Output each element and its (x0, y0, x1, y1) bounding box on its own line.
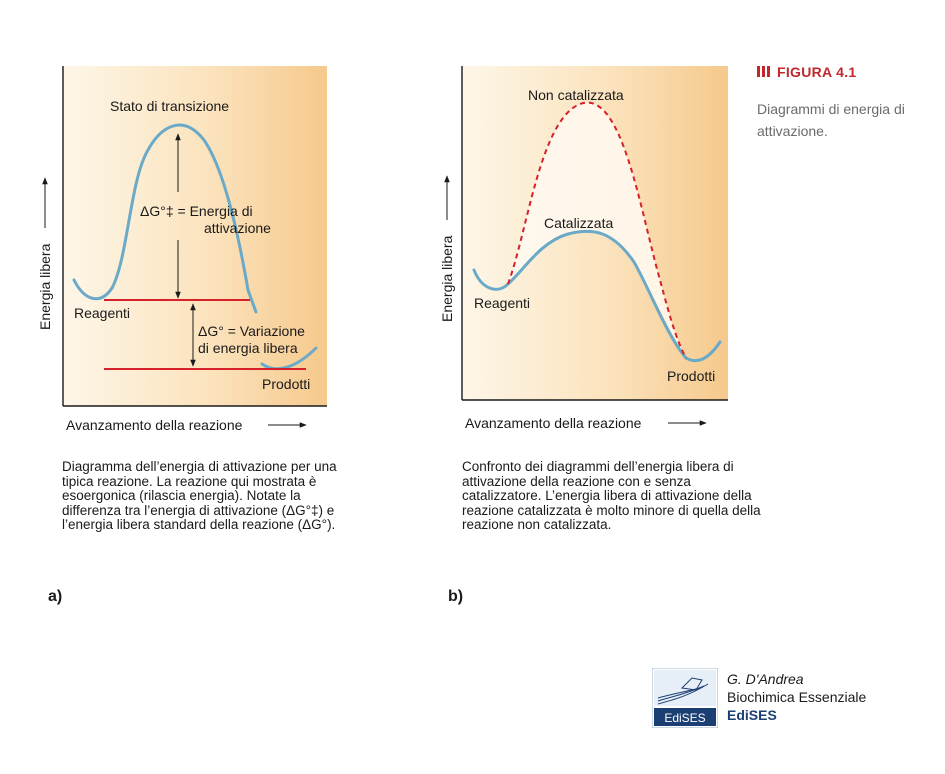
edises-logo-icon (652, 668, 718, 728)
figure-bar-icon (762, 66, 765, 77)
panel-b-catalyzed-label: Catalizzata (544, 215, 614, 231)
figure-subtitle: Diagrammi di energia di attivazione. (757, 101, 905, 139)
panel-a-y-label: Energia libera (37, 243, 53, 330)
panel-b-reagents-label: Reagenti (474, 295, 531, 311)
panel-a-letter: a) (48, 588, 63, 605)
figure-bar-icon (757, 66, 760, 77)
figure-label-text: FIGURA 4.1 (777, 64, 857, 80)
panel-b-letter: b) (448, 588, 464, 605)
publisher-author: G. D'Andrea (727, 671, 804, 687)
figure-bar-icon (767, 66, 770, 77)
panel-a-x-label: Avanzamento della reazione (66, 417, 243, 433)
publisher-book: Biochimica Essenziale (727, 689, 867, 705)
panel-b-caption: Confronto dei diagrammi dell’energia libera di attivazione della reazione con e senza catalizzatore. L’energia libera di attivazione della reazione catalizzata è molto minore di quella della reazione non catalizzata. (462, 459, 761, 532)
panel-a-diagram (37, 66, 327, 433)
panel-a-activation-label-1: ΔG°‡ = Energia di (140, 203, 253, 219)
panel-b-y-label: Energia libera (439, 235, 455, 322)
panel-a-reagents-label: Reagenti (74, 305, 131, 321)
panel-a-products-label: Prodotti (262, 376, 311, 392)
publisher-text (727, 670, 866, 724)
edises-logo-text: EdiSES (664, 711, 706, 725)
figure-label (757, 64, 857, 80)
panel-a-transition-label: Stato di transizione (110, 98, 230, 114)
panel-b-x-label: Avanzamento della reazione (465, 415, 642, 431)
panel-a-caption: Diagramma dell’energia di attivazione per una tipica reazione. La reazione qui mostrata è esoergonica (rilascia energia). Notate la differenza tra l’energia di attivazione (ΔG°‡) e l’energia libera standard della reazione (ΔG°). (62, 459, 337, 532)
panel-a-variation-label-1: ΔG° = Variazione (198, 323, 305, 339)
panel-b-y-label-group (439, 176, 455, 322)
panel-a-y-label-group (37, 178, 53, 330)
publisher-brand: EdiSES (727, 707, 777, 723)
panel-b-diagram (439, 66, 728, 431)
panel-b-products-label: Prodotti (667, 368, 716, 384)
panel-a-variation-label-2: di energia libera (198, 340, 298, 356)
panel-b-uncatalyzed-label: Non catalizzata (528, 87, 624, 103)
panel-a-activation-label-2: attivazione (204, 220, 271, 236)
